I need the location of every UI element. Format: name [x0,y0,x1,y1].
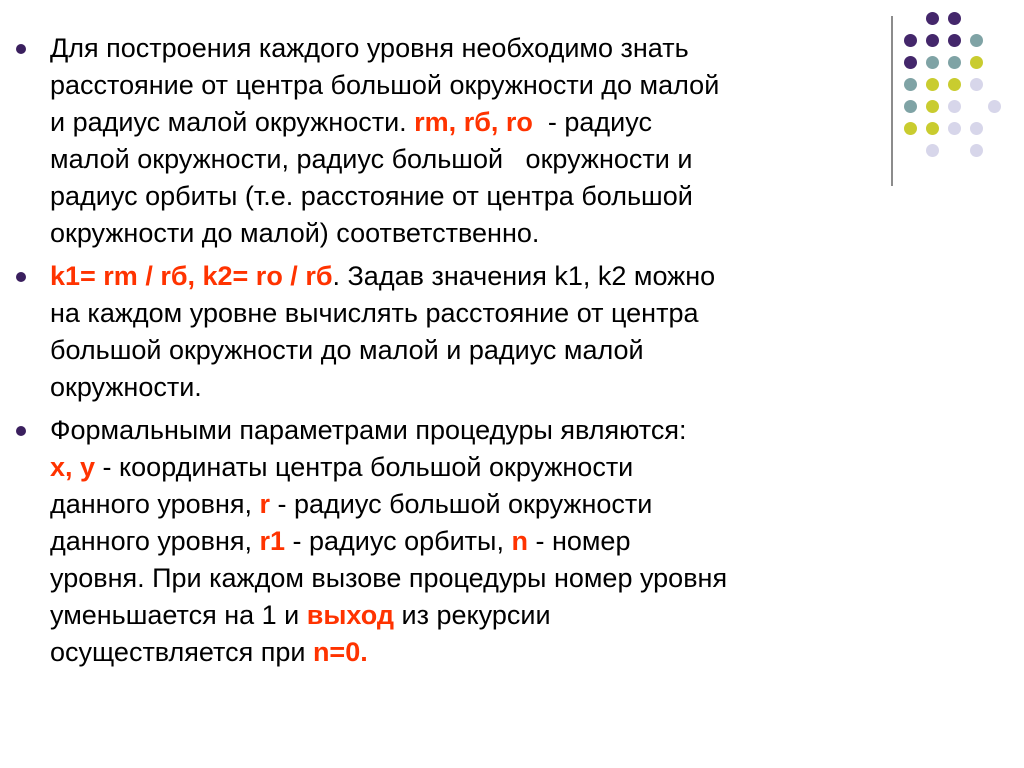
body-text: Формальными параметрами процедуры являются: [50,415,687,445]
bullet-item-3 [12,412,902,671]
decorative-dot [926,122,939,135]
decorative-dot [948,12,961,25]
decorative-dot [904,78,917,91]
body-text: - номер [527,526,631,556]
text-line [50,258,902,295]
body-text: . Задав значения k1, k2 можно [332,261,716,291]
text-line [50,369,902,406]
decorative-dot [970,144,983,157]
highlighted-text: n=0. [312,637,368,667]
body-text: - радиус орбиты, [285,526,512,556]
decorative-dot [970,122,983,135]
decorative-dot [970,34,983,47]
text-line [50,295,902,332]
decorative-dot [926,12,939,25]
bullet-dot-icon [16,426,26,436]
bullet-item-2 [12,258,902,406]
body-text: - радиус [532,107,652,137]
body-text: окружности. [50,372,202,402]
text-line [50,634,902,671]
body-text: большой окружности до малой и радиус малой [50,335,644,365]
body-text: малой окружности, радиус большой окружности и [50,144,693,174]
text-line [50,486,902,523]
text-line [50,30,902,67]
text-line [50,178,902,215]
text-line [50,332,902,369]
highlighted-text: n [511,526,528,556]
body-text: окружности до малой) соответственно. [50,218,540,248]
highlighted-text: выход [306,600,395,630]
body-text: радиус орбиты (т.е. расстояние от центра большой [50,181,693,211]
decorative-dot [948,100,961,113]
body-text: на каждом уровне вычислять расстояние от центра [50,298,699,328]
decorative-dot [904,34,917,47]
text-line [50,597,902,634]
decorative-dot [988,100,1001,113]
decorative-dot [948,56,961,69]
body-text: данного уровня, [50,489,260,519]
decorative-dot [904,56,917,69]
decorative-dot [948,122,961,135]
decorative-dot-grid [904,12,1012,164]
body-text: из рекурсии [394,600,551,630]
body-text: уровня. При каждом вызове процедуры номер уровня [50,563,728,593]
text-line [50,67,902,104]
decorative-dot [926,78,939,91]
body-text: Для построения каждого уровня необходимо знать [50,33,689,63]
highlighted-text: r [259,489,271,519]
body-text: расстояние от центра большой окружности до малой [50,70,720,100]
decorative-dot [904,100,917,113]
body-text: уменьшается на 1 и [50,600,307,630]
text-line [50,215,902,252]
highlighted-text: r1 [259,526,286,556]
decorative-dot [948,34,961,47]
text-line [50,412,902,449]
body-text: осуществляется при [50,637,313,667]
text-line [50,449,902,486]
decorative-dot [948,78,961,91]
decorative-dot [970,78,983,91]
decorative-dot [926,56,939,69]
decorative-dot [926,100,939,113]
body-text: - координаты центра большой окружности [95,452,634,482]
bullet-list [12,30,902,677]
decorative-dot [970,56,983,69]
bullet-dot-icon [16,272,26,282]
text-line [50,560,902,597]
bullet-dot-icon [16,44,26,54]
highlighted-text: k1= rm / rб, k2= ro / rб [50,261,333,291]
decorative-dot [904,122,917,135]
decorative-dot [926,34,939,47]
bullet-item-1 [12,30,902,252]
text-line [50,104,902,141]
body-text: и радиус малой окружности. [50,107,415,137]
body-text: данного уровня, [50,526,260,556]
text-line [50,523,902,560]
highlighted-text: rm, rб, ro [414,107,533,137]
body-text: - радиус большой окружности [270,489,653,519]
decorative-dot [926,144,939,157]
text-line [50,141,902,178]
highlighted-text: x, y [50,452,96,482]
